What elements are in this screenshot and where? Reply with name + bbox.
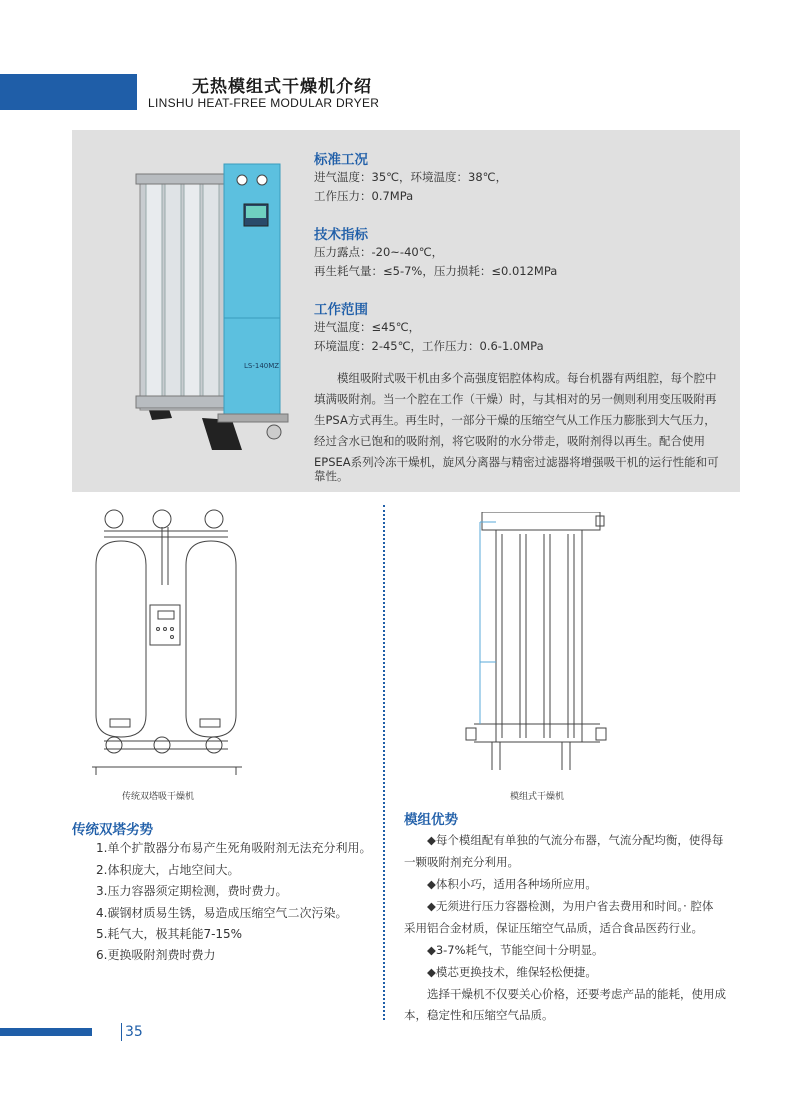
footer-accent-bar: [0, 1028, 92, 1036]
range-title: 工作范围: [314, 302, 368, 318]
advantage-line: 一颗吸附剂充分利用。: [404, 855, 519, 869]
disadvantage-item: 4.碳钢材质易生锈，易造成压缩空气二次污染。: [96, 906, 348, 920]
modular-advantages-title: 模组优势: [404, 812, 458, 828]
page-title: 无热模组式干燥机介绍: [192, 77, 372, 97]
standard-title: 标准工况: [314, 152, 368, 168]
traditional-disadvantages-title: 传统双塔劣势: [72, 822, 153, 838]
range-line-2: 环境温度：2-45℃，工作压力：0.6-1.0MPa: [314, 339, 544, 353]
disadvantage-item: 6.更换吸附剂费时费力: [96, 948, 216, 962]
description-line-3: 生PSA方式再生。再生时，一部分干燥的压缩空气从工作压力膨胀到大气压力，: [314, 413, 716, 427]
twin-tower-drawing: [86, 505, 246, 785]
footer-divider: [121, 1023, 122, 1041]
advantage-line: ◆模芯更换技术，维保轻松便捷。: [404, 965, 597, 979]
disadvantage-item: 1.单个扩散器分布易产生死角吸附剂无法充分利用。: [96, 841, 372, 855]
disadvantage-item: 3.压力容器须定期检测，费时费力。: [96, 884, 288, 898]
header-accent-bar: [0, 74, 137, 110]
description-line-2: 填满吸附剂。当一个腔在工作（干燥）时，与其相对的另一侧则利用变压吸附再: [314, 392, 717, 406]
modular-dryer-image: [132, 158, 292, 458]
standard-line-1: 进气温度：35℃，环境温度：38℃，: [314, 170, 508, 184]
tech-title: 技术指标: [314, 227, 368, 243]
modular-dryer-drawing: [462, 512, 608, 774]
twin-tower-caption: 传统双塔吸干燥机: [122, 792, 195, 802]
advantage-line: ◆无须进行压力容器检测，为用户省去费用和时间。· 腔体: [404, 899, 714, 913]
disadvantage-item: 2.体积庞大，占地空间大。: [96, 863, 240, 877]
modular-dryer-caption: 模组式干燥机: [510, 792, 565, 802]
description-line-5: EPSEA系列冷冻干燥机，旋风分离器与精密过滤器将增强吸干机的运行性能和可: [314, 455, 719, 469]
advantage-line: 采用铝合金材质，保证压缩空气品质，适合食品医药行业。: [404, 921, 703, 935]
advantage-line: 本，稳定性和压缩空气品质。: [404, 1008, 554, 1022]
tech-line-2: 再生耗气量：≤5-7%，压力损耗：≤0.012MPa: [314, 264, 558, 278]
range-line-1: 进气温度：≤45℃，: [314, 320, 421, 334]
description-line-1: 模组吸附式吸干机由多个高强度铝腔体构成。每台机器有两组腔，每个腔中: [314, 371, 717, 385]
disadvantage-item: 5.耗气大，极其耗能7-15%: [96, 927, 243, 941]
advantage-line: ◆体积小巧，适用各种场所应用。: [404, 877, 597, 891]
advantage-line: ◆3-7%耗气，节能空间十分明显。: [404, 943, 604, 957]
standard-line-2: 工作压力：0.7MPa: [314, 189, 414, 203]
machine-model-label: LS-140MZ: [244, 362, 280, 370]
page-number: 35: [125, 1024, 143, 1040]
advantage-line: ◆每个模组配有单独的气流分布器，气流分配均衡，使得每: [404, 833, 724, 847]
tech-line-1: 压力露点：-20~-40℃，: [314, 245, 444, 259]
description-line-6: 靠性。: [314, 469, 349, 483]
description-line-4: 经过含水已饱和的吸附剂，将它吸附的水分带走，吸附剂得以再生。配合使用: [314, 434, 705, 448]
page-subtitle: LINSHU HEAT-FREE MODULAR DRYER: [148, 96, 380, 110]
advantage-line: 选择干燥机不仅要关心价格，还要考虑产品的能耗，使用成: [404, 987, 726, 1001]
column-divider: [383, 505, 385, 1020]
